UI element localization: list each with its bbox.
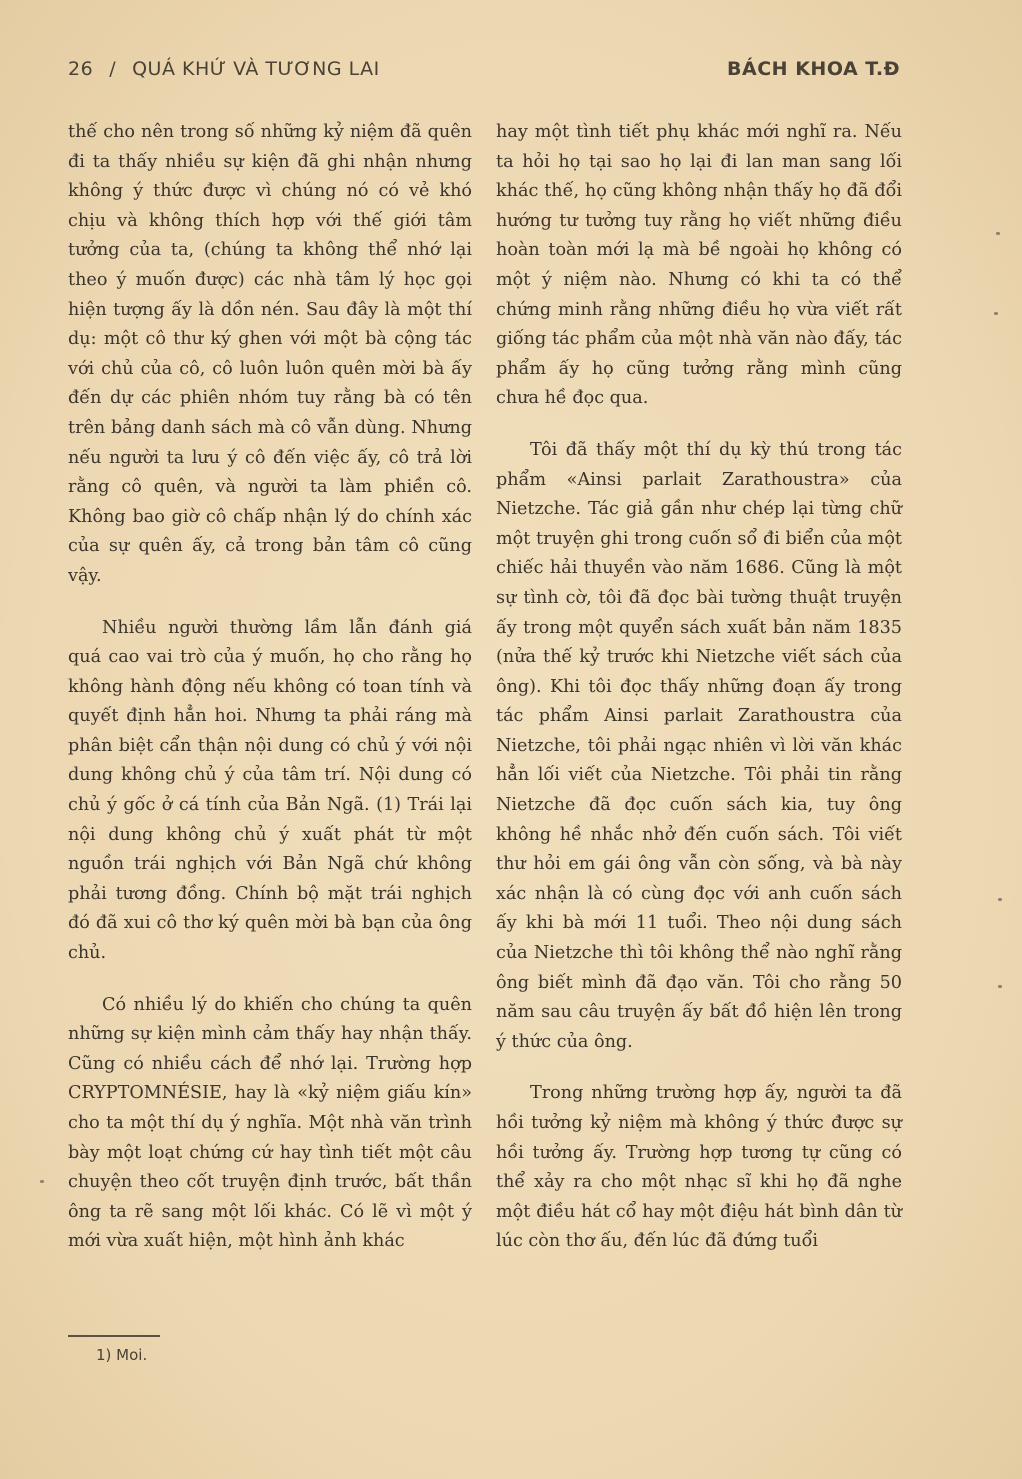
right-paragraph-2: Tôi đã thấy một thí dụ kỳ thú trong tác phẩm «Ainsi parlait Zarathoustra» của Nietzche. Tác giả gần như chép lại từng chữ một truyện ghi trong cuốn sổ đi biển của một chiếc hải thuyền vào năm 1686. Cũng là một sự tình cờ, tôi đã đọc bài tường thuật truyện ấy trong một quyển sách xuất bản năm 1835 (nửa thế kỷ trước khi Nietzche viết sách của ông). Khi tôi đọc thấy những đoạn ấy trong tác phẩm Ainsi parlait Zarathoustra của Nietzche, tôi phải ngạc nhiên vì lời văn khác hẳn lối viết của Nietzche. Tôi phải tin rằng Nietzche đã đọc cuốn sách kia, tuy ông không hề nhắc nhở đến cuốn sách. Tôi viết thư hỏi em gái ông vẫn còn sống, và bà này xác nhận là có cùng đọc với anh cuốn sách ấy khi bà mới 11 tuổi. Theo nội dung sách của Nietzche thì tôi không thể nào nghĩ rằng ông biết mình đã đạo văn. Tôi cho rằng 50 năm sau câu truyện ấy bất đồ hiện lên trong ý thức của ông. bbox=[496, 439, 902, 1052]
section-title: QUÁ KHỨ VÀ TƯƠNG LAI bbox=[132, 58, 380, 80]
left-paragraph-2: Nhiều người thường lầm lẫn đánh giá quá cao vai trò của ý muốn, họ cho rằng họ không hành động nếu không có toan tính và quyết định hẳn hoi. Nhưng ta phải ráng mà phân biệt cẩn thận nội dung có chủ ý với nội dung không chủ ý của tâm trí. Nội dung có chủ ý gốc ở cá tính của Bản Ngã. (1) Trái lại nội dung không chủ ý xuất phát từ một nguồn trái nghịch với Bản Ngã chứ không phải tương đồng. Chính bộ mặt trái nghịch đó đã xui cô thơ ký quên mời bà bạn của ông chủ. bbox=[68, 617, 472, 964]
publication-title: BÁCH KHOA T.Đ bbox=[727, 58, 900, 80]
right-column bbox=[496, 118, 902, 1257]
left-paragraph-1: thế cho nên trong số những kỷ niệm đã quên đi ta thấy nhiều sự kiện đã ghi nhận nhưng không ý thức được vì chúng nó có vẻ khó chịu và không thích hợp với thế giới tâm tưởng của ta, (chúng ta không thể nhớ lại theo ý muốn được) các nhà tâm lý học gọi hiện tượng ấy là dồn nén. Sau đây là một thí dụ: một cô thư ký ghen với một bà cộng tác với chủ của cô, cô luôn luôn quên mời bà ấy đến dự các phiên nhóm tuy rằng bà có tên trên bảng danh sách mà cô vẫn dùng. Nhưng nếu người ta lưu ý cô đến việc ấy, cô trả lời rằng cô quên, và người ta làm phiền cô. Không bao giờ cô chấp nhận lý do chính xác của sự quên ấy, cả trong bản tâm cô cũng vậy. bbox=[68, 122, 472, 586]
footnote-rule bbox=[68, 1335, 160, 1337]
margin-speck bbox=[40, 1180, 44, 1183]
margin-speck bbox=[998, 985, 1002, 988]
left-paragraph-3: Có nhiều lý do khiến cho chúng ta quên những sự kiện mình cảm thấy hay nhận thấy. Cũng có nhiều cách để nhớ lại. Trường hợp CRYPTOMNÉSIE, hay là «kỷ niệm giấu kín» cho ta một thí dụ ý nghĩa. Một nhà văn trình bày một loạt chứng cứ hay tình tiết một câu chuyện theo cốt truyện định trước, bất thần ông ta rẽ sang một lối khác. Có lẽ vì một ý mới vừa xuất hiện, một hình ảnh khác bbox=[68, 994, 472, 1252]
footnote: 1) Moi. bbox=[96, 1346, 148, 1364]
margin-speck bbox=[998, 898, 1002, 901]
running-header bbox=[68, 58, 900, 88]
header-separator: / bbox=[109, 58, 117, 80]
right-paragraph-1: hay một tình tiết phụ khác mới nghĩ ra. Nếu ta hỏi họ tại sao họ lại đi lan man sang lối khác thế, họ cũng không nhận thấy họ đã đổi hướng tư tưởng tuy rằng họ viết những điều hoàn toàn mới lạ mà bề ngoài họ không có một ý niệm nào. Nhưng có khi ta có thể chứng minh rằng những điều họ vừa viết rất giống tác phẩm của một nhà văn nào đấy, tác phẩm ấy họ cũng tưởng rằng mình cũng chưa hề đọc qua. bbox=[496, 122, 902, 409]
margin-speck bbox=[994, 312, 998, 315]
right-paragraph-3: Trong những trường hợp ấy, người ta đã hồi tưởng kỷ niệm mà không ý thức được sự hồi tưởng ấy. Trường hợp tương tự cũng có thể xảy ra cho một nhạc sĩ khi họ đã nghe một điều hát cổ hay một điệu hát bình dân từ lúc còn thơ ấu, đến lúc đã đứng tuổi bbox=[496, 1083, 902, 1252]
header-left bbox=[68, 58, 380, 80]
page-number: 26 bbox=[68, 58, 94, 80]
margin-speck bbox=[996, 232, 1000, 235]
left-column bbox=[68, 118, 472, 1257]
